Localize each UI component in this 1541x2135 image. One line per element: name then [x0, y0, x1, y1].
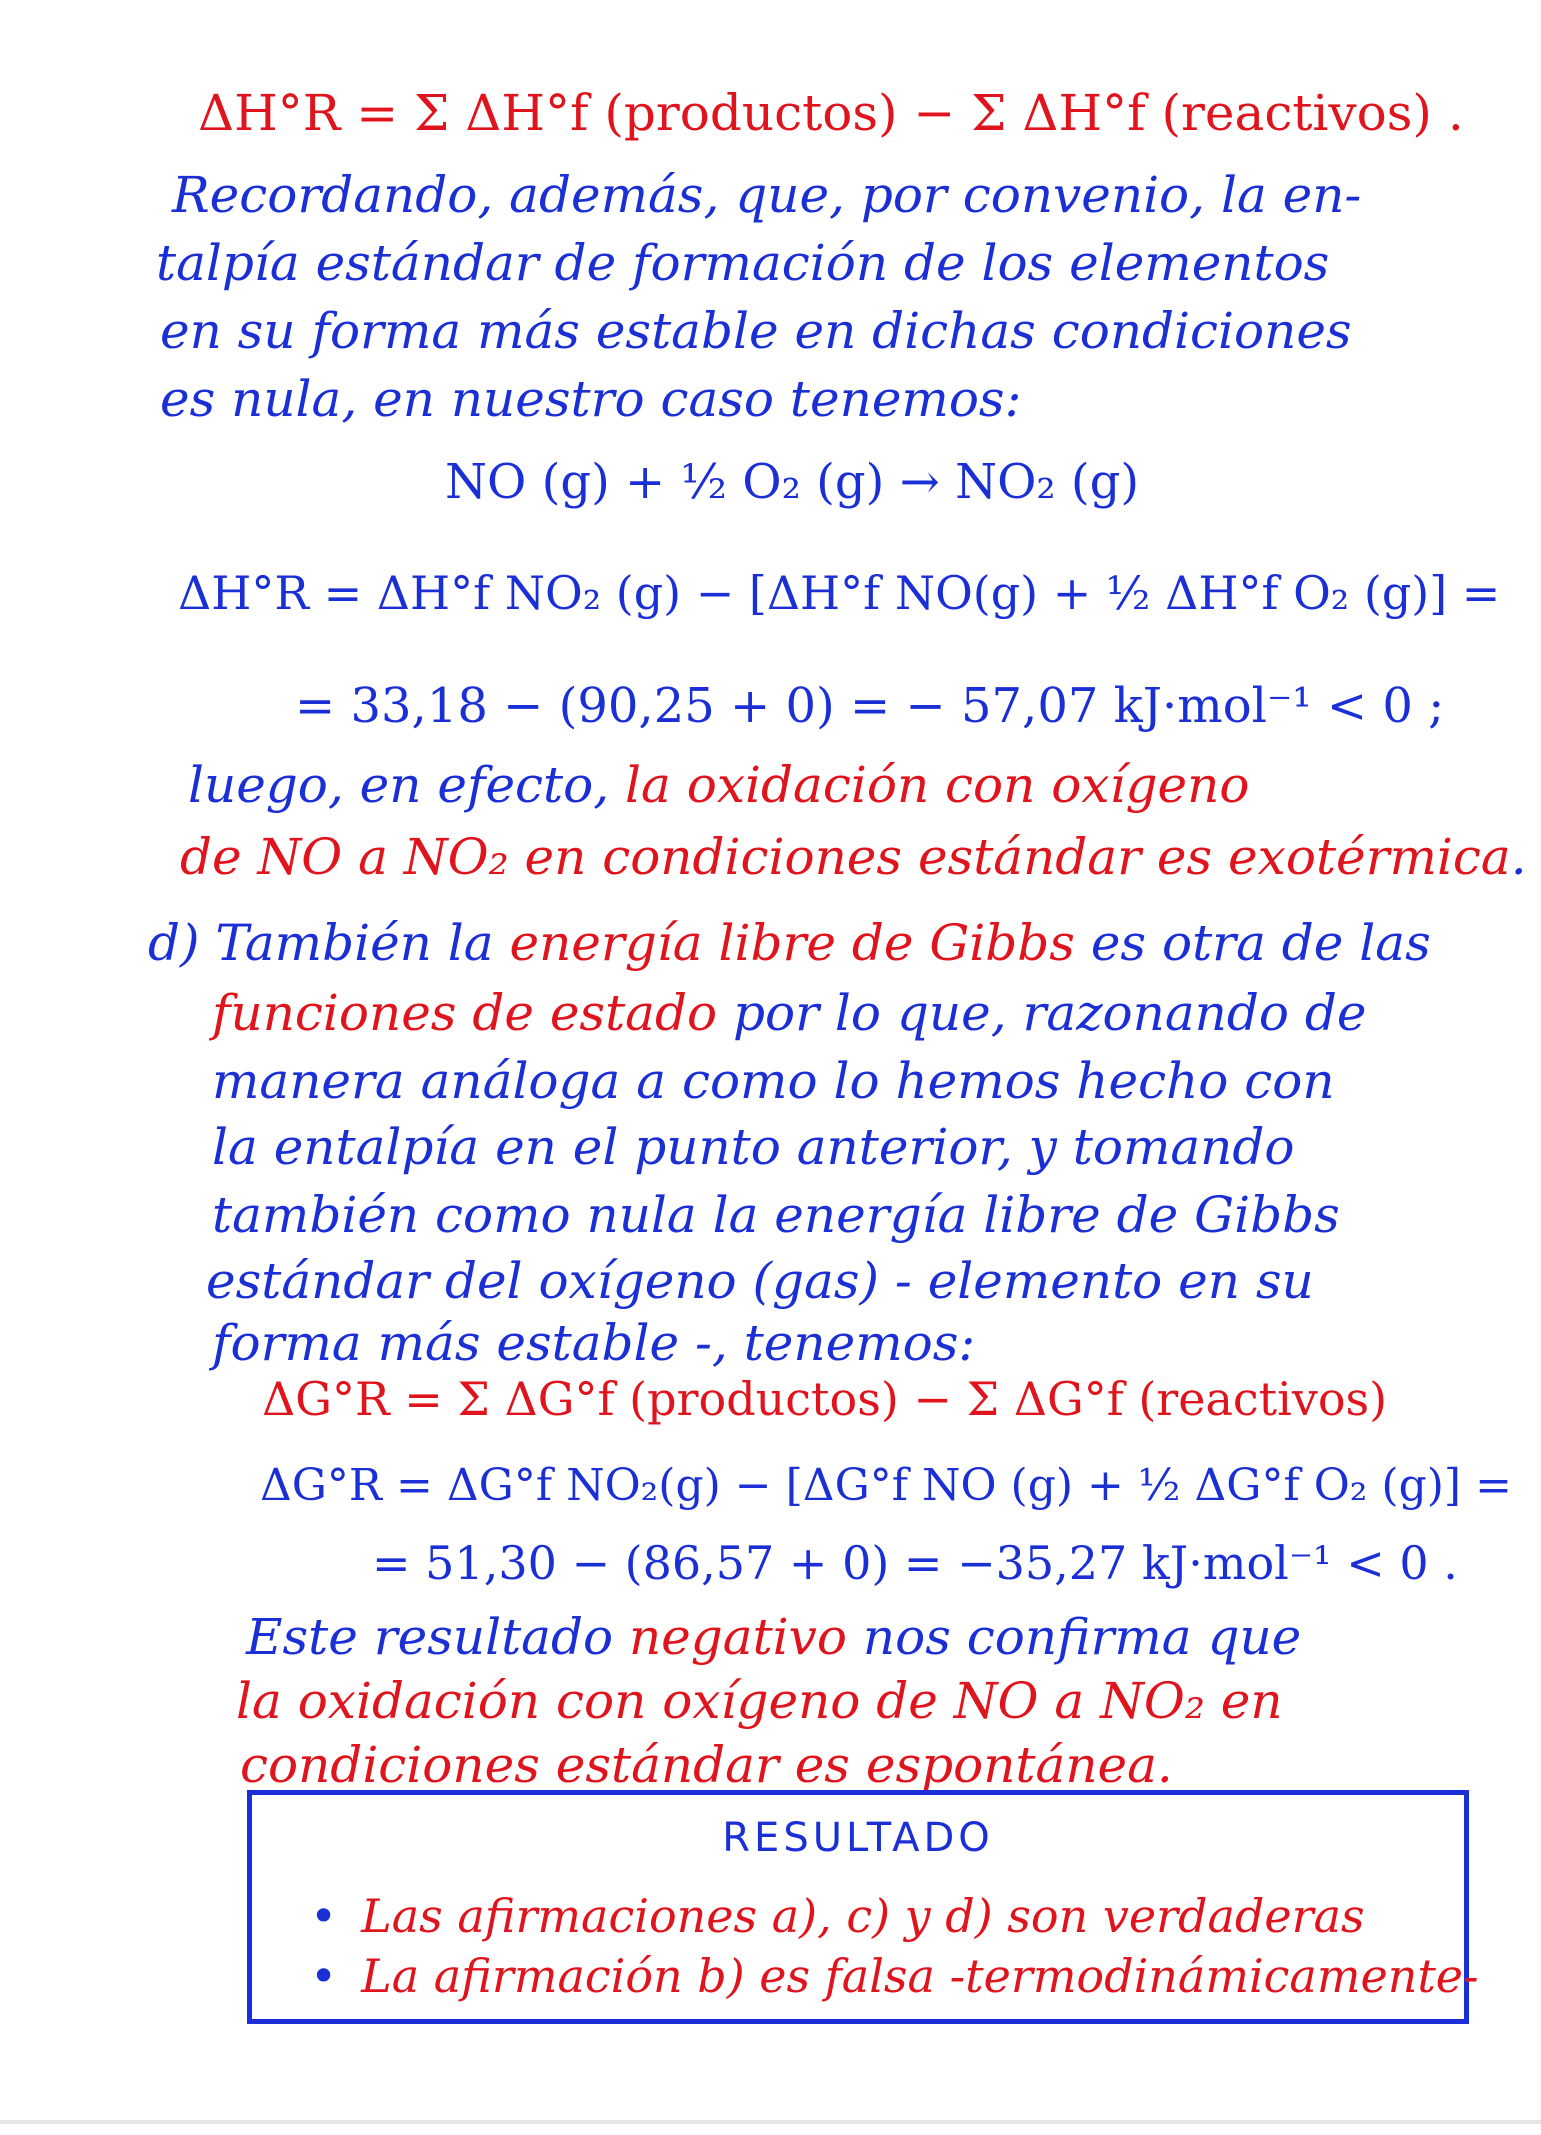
result-item-text: La afirmación b) es falsa -termodinámicamente-	[361, 1949, 1479, 2003]
enthalpy-general-formula: ΔH°R = Σ ΔH°f (productos) − Σ ΔH°f (reactivos) .	[198, 84, 1464, 142]
reaction-equation: NO (g) + ½ O₂ (g) → NO₂ (g)	[445, 454, 1140, 510]
conclusion-red: de NO a NO₂ en condiciones estándar es exotérmica	[180, 828, 1511, 886]
result-item	[310, 1889, 1365, 1943]
conclusion-blue: luego, en efecto,	[188, 756, 626, 814]
text-line: la entalpía en el punto anterior, y tomando	[212, 1118, 1295, 1176]
gibbs-term: energía libre de Gibbs	[509, 914, 1075, 972]
gibbs-conclusion-line: la oxidación con oxígeno de NO a NO₂ en	[236, 1672, 1283, 1730]
text-span: por lo que, razonando de	[717, 984, 1367, 1042]
text-line: en su forma más estable en dichas condiciones	[160, 302, 1352, 360]
result-box	[247, 1790, 1479, 2024]
conclusion-red: la oxidación con oxígeno	[625, 756, 1250, 814]
text-line: manera análoga a como lo hemos hecho con	[212, 1052, 1335, 1110]
state-functions-term: funciones de estado	[212, 984, 718, 1042]
result-item	[310, 1949, 1479, 2003]
gibbs-general-formula: ΔG°R = Σ ΔG°f (productos) − Σ ΔG°f (reactivos)	[262, 1372, 1388, 1426]
negative-term: negativo	[628, 1608, 848, 1666]
text-span: es otra de las	[1074, 914, 1431, 972]
text-line: Recordando, además, que, por convenio, la en-	[172, 166, 1362, 224]
conclusion-line	[188, 756, 1250, 814]
bullet-icon: •	[310, 1949, 338, 2003]
conclusion-line	[180, 828, 1527, 886]
text-line: forma más estable -, tenemos:	[212, 1314, 976, 1372]
enthalpy-equation: ΔH°R = ΔH°f NO₂ (g) − [ΔH°f NO(g) + ½ ΔH°f O₂ (g)] =	[178, 566, 1501, 620]
scan-edge	[0, 2120, 1541, 2124]
text-span: Este resultado	[246, 1608, 629, 1666]
text-line: estándar del oxígeno (gas) - elemento en su	[206, 1252, 1314, 1310]
bullet-icon: •	[310, 1889, 338, 1943]
gibbs-result: = 51,30 − (86,57 + 0) = −35,27 kJ·mol⁻¹ < 0 .	[372, 1536, 1458, 1590]
text-line: es nula, en nuestro caso tenemos:	[160, 370, 1022, 428]
text-span: nos confirma que	[847, 1608, 1302, 1666]
text-line: talpía estándar de formación de los elementos	[156, 234, 1330, 292]
text-span: d) También la	[148, 914, 510, 972]
gibbs-conclusion-line: condiciones estándar es espontánea.	[240, 1736, 1173, 1794]
result-item-text: Las afirmaciones a), c) y d) son verdaderas	[361, 1889, 1365, 1943]
gibbs-conclusion-line	[246, 1608, 1302, 1666]
enthalpy-result: = 33,18 − (90,25 + 0) = − 57,07 kJ·mol⁻¹ < 0 ;	[295, 678, 1445, 734]
section-d-line	[148, 914, 1431, 972]
conclusion-period: .	[1510, 828, 1527, 886]
section-d-line	[212, 984, 1367, 1042]
result-title: RESULTADO	[722, 1815, 994, 1861]
gibbs-equation: ΔG°R = ΔG°f NO₂(g) − [ΔG°f NO (g) + ½ ΔG°f O₂ (g)] =	[260, 1460, 1512, 1511]
text-line: también como nula la energía libre de Gibbs	[212, 1186, 1340, 1244]
